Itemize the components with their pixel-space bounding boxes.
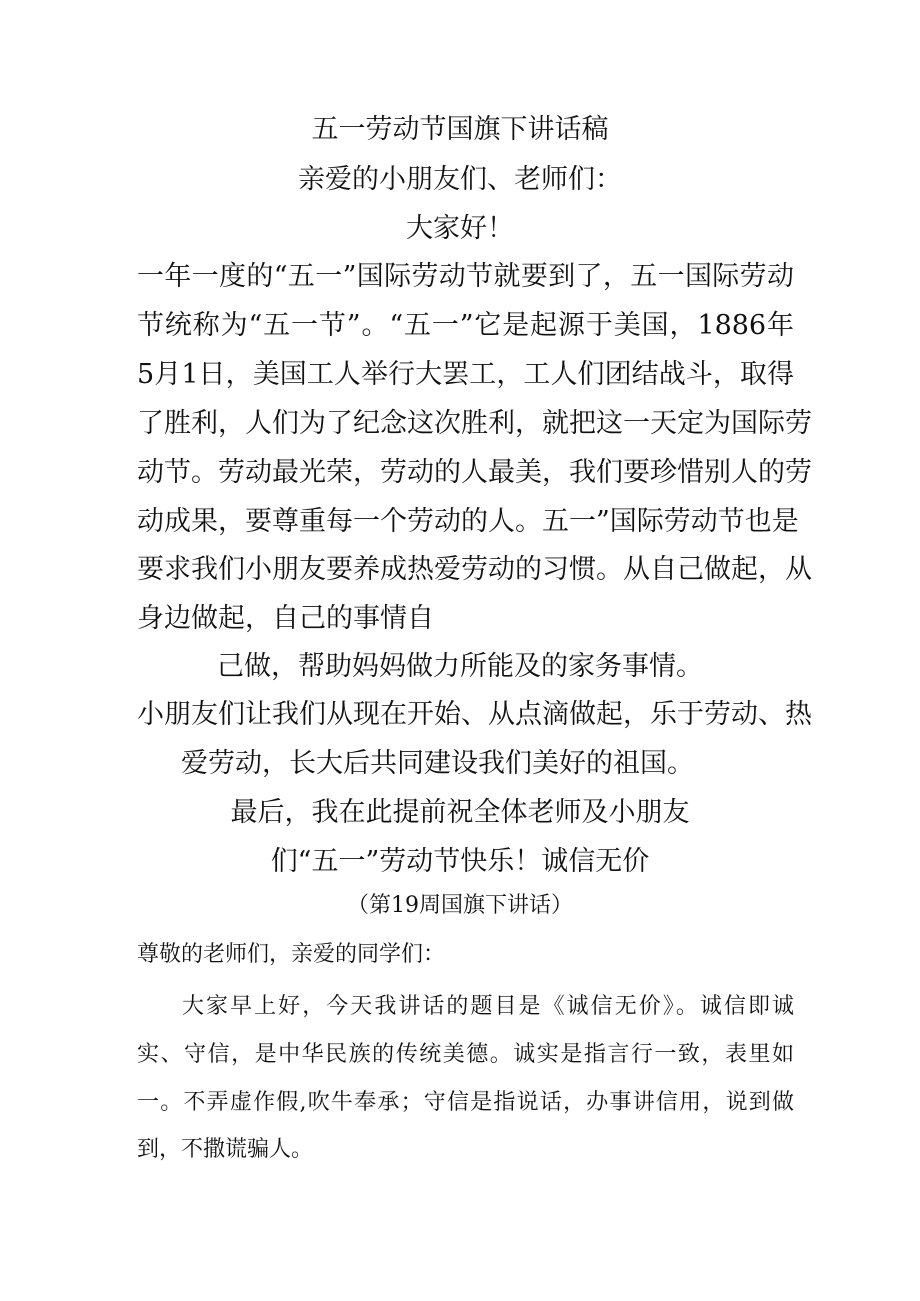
speech2-body-line: 到，不撒谎骗人。 [137, 1137, 314, 1162]
speech2-greeting: 尊敬的老师们，亲爱的同学们： [137, 942, 446, 967]
speech-hello: 大家好！ [406, 213, 514, 244]
body-line: 动成果，要尊重每一个劳动的人。五一”国际劳动节也是 [137, 506, 799, 537]
body-line: 一年一度的“五一”国际劳动节就要到了，五一国际劳动 [137, 261, 794, 292]
speech-subtitle: （第19周国旗下讲话） [347, 893, 573, 918]
body-line: 身边做起，自己的事情自 [137, 603, 434, 634]
speech-greeting: 亲爱的小朋友们、老师们： [298, 164, 622, 195]
body-line: 要求我们小朋友要养成热爱劳动的习惯。从自己做起，从 [137, 554, 812, 585]
speech-title: 五一劳动节国旗下讲话稿 [311, 114, 609, 145]
body-line: 节统称为“五一节”。“五一”它是起源于美国，1886年 [137, 310, 794, 341]
closing-line: 们“五一”劳动节快乐！诚信无价 [270, 846, 650, 877]
speech2-body-line: 实、守信，是中华民族的传统美德。诚实是指言行一致，表里如 [137, 1042, 794, 1067]
body-line: 了胜利，人们为了纪念这次胜利，就把这一天定为国际劳 [137, 408, 812, 439]
speech2-body-line: 一。不弄虚作假,吹牛奉承；守信是指说话，办事讲信用，说到做 [137, 1090, 794, 1115]
speech2-body-line: 大家早上好，今天我讲话的题目是《诚信无价》。诚信即诚 [182, 994, 794, 1019]
body-line: 动节。劳动最光荣，劳动的人最美，我们要珍惜别人的劳 [137, 457, 812, 488]
paragraph-line: 小朋友们让我们从现在开始、从点滴做起，乐于劳动、热 [137, 699, 812, 730]
body-line: 5月1日，美国工人举行大罢工，工人们团结战斗，取得 [137, 359, 794, 390]
closing-line: 最后，我在此提前祝全体老师及小朋友 [230, 797, 690, 828]
paragraph-line: 爱劳动，长大后共同建设我们美好的祖国。 [181, 748, 694, 779]
paragraph-line: 己做，帮助妈妈做力所能及的家务事情。 [217, 651, 703, 682]
